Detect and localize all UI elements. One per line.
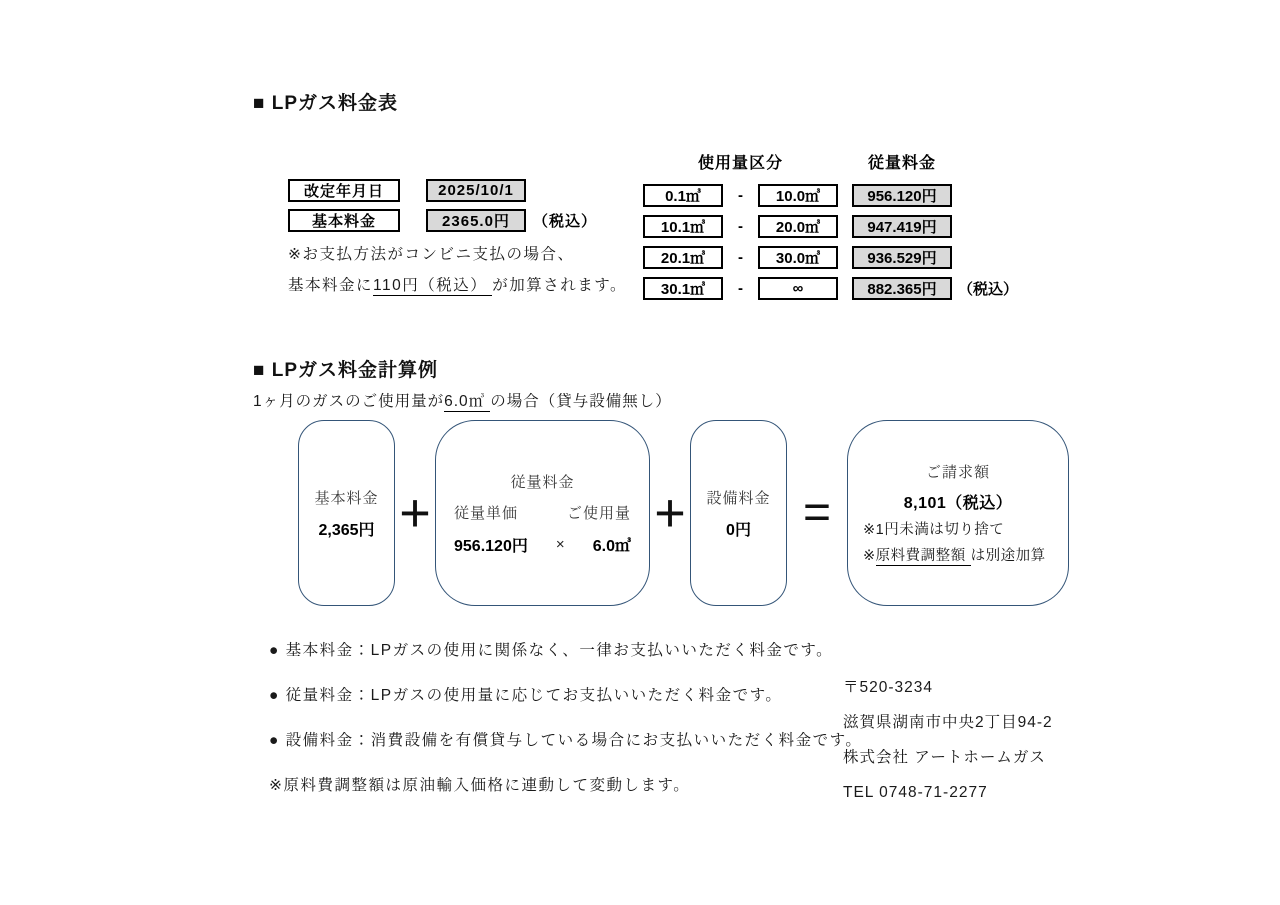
adjustment-note-underlined: 原料費調整額 xyxy=(876,548,971,566)
calculation-diagram xyxy=(298,420,1069,606)
tier-1-from: 0.1㎥ xyxy=(643,184,723,207)
billed-total-title: ご請求額 xyxy=(925,464,990,481)
volume-fee-box xyxy=(435,420,650,606)
volume-fee-values-row xyxy=(454,533,631,556)
tier-4-rate: 882.365円 xyxy=(852,277,952,300)
subtitle-suffix: の場合（貸与設備無し） xyxy=(490,393,672,410)
note2-prefix: 基本料金に xyxy=(288,277,374,294)
volume-fee-labels-row xyxy=(454,502,631,523)
basic-fee-value: 2365.0円 xyxy=(426,209,526,232)
usage-category-header: 使用量区分 xyxy=(697,155,783,172)
note2-suffix: が加算されます。 xyxy=(492,277,627,294)
equipment-fee-box-value: 0円 xyxy=(726,521,751,539)
usage-tier-table xyxy=(643,150,1018,308)
unit-price-label: 従量単価 xyxy=(454,504,519,522)
tier-3-from: 20.1㎥ xyxy=(643,246,723,269)
tier-3-rate: 936.529円 xyxy=(852,246,952,269)
basic-fee-box-label: 基本料金 xyxy=(314,489,379,507)
tier-3-to: 30.0㎥ xyxy=(758,246,838,269)
basic-fee-label: 基本料金 xyxy=(288,209,400,232)
tax-included-suffix: （税込） xyxy=(533,213,598,230)
plus-operator: + xyxy=(399,483,431,543)
company-tel: TEL 0748-71-2277 xyxy=(843,784,988,801)
basic-fee-row xyxy=(288,209,627,232)
postal-code: 〒520-3234 xyxy=(843,679,934,696)
basic-fee-box-value: 2,365円 xyxy=(318,521,375,539)
adjustment-note xyxy=(863,547,1053,565)
tier-4-to: ∞ xyxy=(758,277,838,300)
tier-2-to: 20.0㎥ xyxy=(758,215,838,238)
tier-1-to: 10.0㎥ xyxy=(758,184,838,207)
equipment-fee-box xyxy=(690,420,787,606)
equipment-fee-bullet: ● 設備料金：消費設備を有償貸与している場合にお支払いいただく料金です。 xyxy=(269,732,863,749)
billed-total-box xyxy=(847,420,1069,606)
subtitle-usage-underlined: 6.0㎥ xyxy=(444,393,490,412)
range-dash: - xyxy=(738,280,743,297)
subtitle-prefix: 1ヶ月のガスのご使用量が xyxy=(253,393,445,410)
plus-operator: + xyxy=(654,483,686,543)
header-gap xyxy=(838,150,852,173)
tier-table-headers xyxy=(643,150,1018,173)
company-contact-block xyxy=(843,678,1053,803)
multiply-sign: × xyxy=(555,535,565,553)
price-table-section-title: ■ LPガス料金表 xyxy=(253,93,399,114)
convenience-pay-note-line1: ※お支払方法がコンビニ支払の場合、 xyxy=(288,246,575,263)
calc-example-section-title: ■ LPガス料金計算例 xyxy=(253,360,439,381)
tier-2-rate: 947.419円 xyxy=(852,215,952,238)
range-dash: - xyxy=(738,187,743,204)
revision-date-value: 2025/10/1 xyxy=(426,179,526,202)
usage-amount-label: ご使用量 xyxy=(566,504,631,522)
convenience-pay-note-line2 xyxy=(288,276,627,295)
tier-row-2 xyxy=(643,215,1018,238)
tier-4-tax-suffix: （税込） xyxy=(958,281,1019,298)
adjustment-note-prefix: ※ xyxy=(863,548,876,564)
equals-operator: = xyxy=(802,486,832,539)
adjustment-note-suffix: は別途加算 xyxy=(970,548,1046,564)
range-dash: - xyxy=(738,218,743,235)
revision-date-row xyxy=(288,179,627,202)
tier-2-from: 10.1㎥ xyxy=(643,215,723,238)
basic-fee-info-table xyxy=(288,179,627,295)
company-address: 滋賀県湖南市中央2丁目94-2 xyxy=(843,714,1053,731)
calc-example-subtitle xyxy=(253,389,672,411)
tier-row-4 xyxy=(643,277,1018,300)
usage-amount-value: 6.0㎥ xyxy=(592,537,631,555)
rounding-note: ※1円未満は切り捨て xyxy=(863,522,1005,538)
tier-1-rate: 956.120円 xyxy=(852,184,952,207)
tier-row-1 xyxy=(643,184,1018,207)
unit-price-value: 956.120円 xyxy=(454,537,528,555)
equipment-fee-box-label: 設備料金 xyxy=(706,489,771,507)
note2-underlined-amount: 110円（税込） xyxy=(373,277,492,296)
metered-rate-header: 従量料金 xyxy=(867,155,936,172)
basic-fee-bullet: ● 基本料金：LPガスの使用に関係なく、一律お支払いいただく料金です。 xyxy=(269,642,834,659)
company-name: 株式会社 アートホームガス xyxy=(843,749,1046,766)
volume-fee-box-title: 従量料金 xyxy=(510,473,575,491)
tier-row-3 xyxy=(643,246,1018,269)
range-dash: - xyxy=(738,249,743,266)
billed-total-amount: 8,101（税込） xyxy=(903,495,1013,512)
raw-material-adjustment-footnote: ※原料費調整額は原油輸入価格に連動して変動します。 xyxy=(269,777,691,794)
tier-4-from: 30.1㎥ xyxy=(643,277,723,300)
revision-date-label: 改定年月日 xyxy=(288,179,400,202)
basic-fee-box xyxy=(298,420,395,606)
fee-explanation-list xyxy=(269,640,862,796)
volume-fee-bullet: ● 従量料金：LPガスの使用量に応じてお支払いいただく料金です。 xyxy=(269,687,783,704)
